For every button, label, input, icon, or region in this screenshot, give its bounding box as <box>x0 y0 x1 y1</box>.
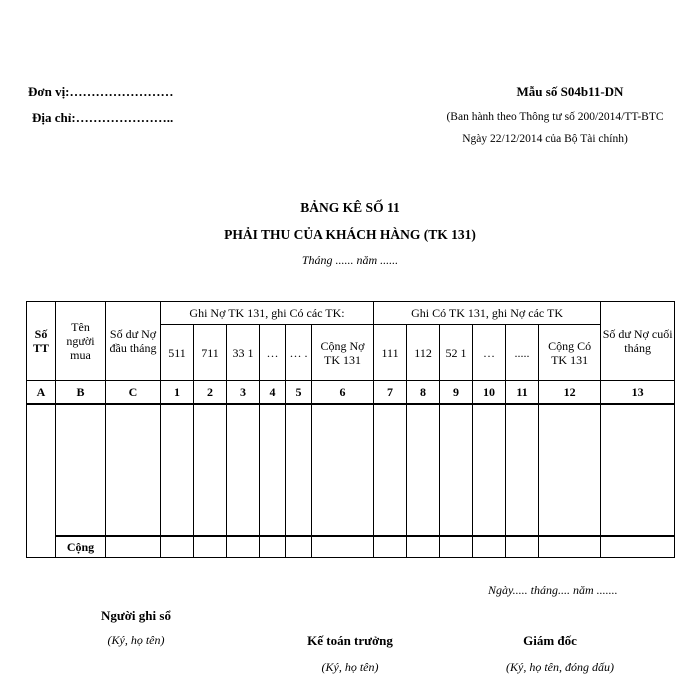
signer-director-note: (Ký, họ tên, đóng dấu) <box>506 660 614 674</box>
form-code: Mẫu số S04b11-DN <box>516 84 624 99</box>
body-cell <box>194 404 227 536</box>
body-cell <box>440 404 473 536</box>
body-cell <box>374 404 407 536</box>
index-cell: C <box>106 381 161 405</box>
body-cell <box>286 404 312 536</box>
total-cell <box>473 536 506 558</box>
signer-chief-accountant: Kế toán trưởng <box>307 633 393 648</box>
body-cell <box>161 404 194 536</box>
index-cell: B <box>56 381 106 405</box>
total-cell <box>312 536 374 558</box>
debit-col: 33 1 <box>227 325 260 381</box>
issued-note-line-1: (Ban hành theo Thông tư số 200/2014/TT-BTC <box>446 111 664 123</box>
index-cell: 3 <box>227 381 260 405</box>
index-cell: 8 <box>407 381 440 405</box>
address-field: Địa chỉ:………………….. <box>32 110 174 125</box>
total-cell <box>194 536 227 558</box>
total-cell <box>601 536 675 558</box>
signer-chief-accountant-note: (Ký, họ tên) <box>321 660 379 674</box>
ledger-table <box>26 301 675 558</box>
index-cell: 5 <box>286 381 312 405</box>
signature-date: Ngày..... tháng.... năm ....... <box>488 583 618 597</box>
total-label: Cộng <box>56 536 106 558</box>
index-cell: 13 <box>601 381 675 405</box>
header-stt: Số TT <box>27 302 56 381</box>
total-cell <box>106 536 161 558</box>
body-cell <box>227 404 260 536</box>
total-cell <box>227 536 260 558</box>
body-cell <box>312 404 374 536</box>
unit-field: Đơn vị:…………………… <box>28 84 174 99</box>
header-credit-group: Ghi Có TK 131, ghi Nợ các TK <box>374 302 601 325</box>
debit-col: 711 <box>194 325 227 381</box>
credit-col: 112 <box>407 325 440 381</box>
document-period: Tháng ...... năm ...... <box>301 253 399 267</box>
total-cell <box>286 536 312 558</box>
index-cell: 10 <box>473 381 506 405</box>
issued-note-line-2: Ngày 22/12/2014 của Bộ Tài chính) <box>462 133 628 145</box>
total-cell <box>506 536 539 558</box>
debit-total-col: Cộng Nợ TK 131 <box>312 325 374 381</box>
header-buyer: Tên người mua <box>56 302 106 381</box>
document-title: BẢNG KÊ SỐ 11 <box>300 200 400 215</box>
body-cell <box>506 404 539 536</box>
credit-col: … <box>473 325 506 381</box>
index-cell: 2 <box>194 381 227 405</box>
credit-col: 111 <box>374 325 407 381</box>
debit-col: … . <box>286 325 312 381</box>
total-cell <box>161 536 194 558</box>
document-subtitle: PHẢI THU CỦA KHÁCH HÀNG (TK 131) <box>224 227 476 242</box>
credit-col: 52 1 <box>440 325 473 381</box>
body-cell <box>473 404 506 536</box>
total-cell <box>539 536 601 558</box>
index-cell: 7 <box>374 381 407 405</box>
credit-col: ..... <box>506 325 539 381</box>
index-cell: 11 <box>506 381 539 405</box>
body-cell <box>407 404 440 536</box>
index-cell: A <box>27 381 56 405</box>
total-cell <box>260 536 286 558</box>
total-cell <box>374 536 407 558</box>
header-opening-balance: Số dư Nợ đầu tháng <box>106 302 161 381</box>
total-cell <box>407 536 440 558</box>
signer-director: Giám đốc <box>523 633 577 648</box>
body-cell <box>106 404 161 536</box>
body-cell <box>539 404 601 536</box>
body-cell <box>260 404 286 536</box>
header-closing-balance: Số dư Nợ cuối tháng <box>601 302 675 381</box>
index-cell: 1 <box>161 381 194 405</box>
credit-total-col: Cộng Có TK 131 <box>539 325 601 381</box>
debit-col: … <box>260 325 286 381</box>
index-cell: 12 <box>539 381 601 405</box>
stt-body-cell <box>27 404 56 558</box>
index-cell: 6 <box>312 381 374 405</box>
index-cell: 9 <box>440 381 473 405</box>
buyer-body-cell <box>56 404 106 536</box>
body-cell <box>601 404 675 536</box>
index-cell: 4 <box>260 381 286 405</box>
debit-col: 511 <box>161 325 194 381</box>
signer-recorder-note: (Ký, họ tên) <box>107 633 165 647</box>
total-cell <box>440 536 473 558</box>
header-debit-group: Ghi Nợ TK 131, ghi Có các TK: <box>161 302 374 325</box>
signer-recorder: Người ghi sổ <box>101 608 171 623</box>
